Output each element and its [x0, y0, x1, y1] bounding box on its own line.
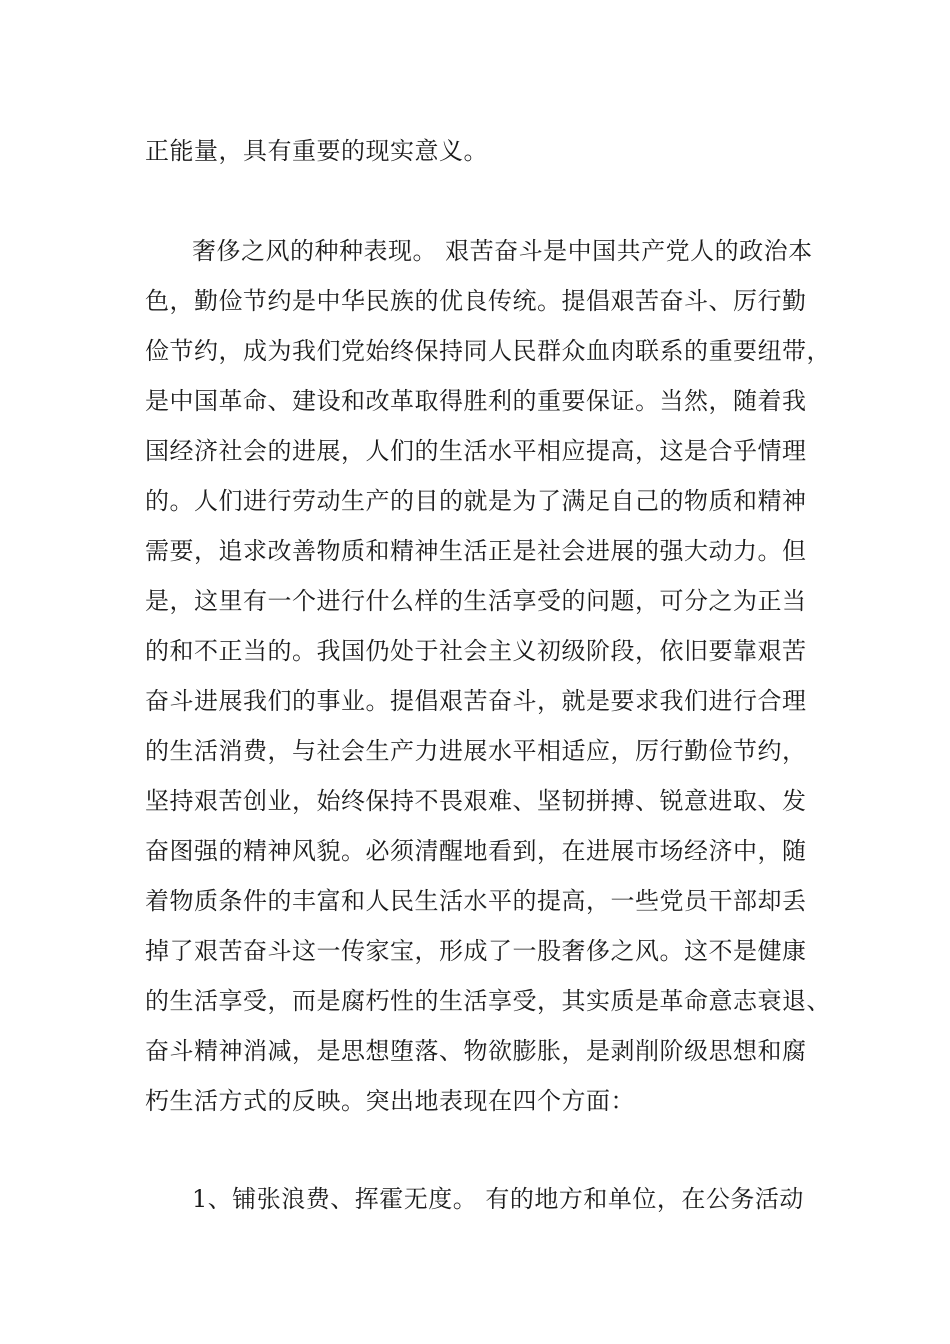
text-line: 需要，追求改善物质和精神生活正是社会进展的强大动力。但 — [145, 537, 807, 565]
text-line: 的生活消费，与社会生产力进展水平相适应，厉行勤俭节约， — [145, 737, 807, 765]
text-line: 着物质条件的丰富和人民生活水平的提高，一些党员干部却丢 — [145, 887, 807, 915]
paragraph-heading-line: 奢侈之风的种种表现。 艰苦奋斗是中国共产党人的政治本 — [192, 237, 813, 265]
text-line: 坚持艰苦创业，始终保持不畏艰难、坚韧拼搏、锐意进取、发 — [145, 787, 807, 815]
text-line: 正能量，具有重要的现实意义。 — [145, 137, 488, 165]
text-line: 奋斗精神消减，是思想堕落、物欲膨胀，是剥削阶级思想和腐 — [145, 1037, 807, 1065]
text-line: 国经济社会的进展，人们的生活水平相应提高，这是合乎情理 — [145, 437, 807, 465]
text-line: 是，这里有一个进行什么样的生活享受的问题，可分之为正当 — [145, 587, 807, 615]
text-line: 是中国革命、建设和改革取得胜利的重要保证。当然，随着我 — [145, 387, 807, 415]
text-line: 的和不正当的。我国仍处于社会主义初级阶段，依旧要靠艰苦 — [145, 637, 807, 665]
text-line: 的生活享受，而是腐朽性的生活享受，其实质是革命意志衰退、 — [145, 987, 831, 1015]
text-line: 掉了艰苦奋斗这一传家宝，形成了一股奢侈之风。这不是健康 — [145, 937, 807, 965]
text-line: 奋斗进展我们的事业。提倡艰苦奋斗，就是要求我们进行合理 — [145, 687, 807, 715]
text-line: 朽生活方式的反映。突出地表现在四个方面： — [145, 1087, 635, 1115]
list-item-line: 1、铺张浪费、挥霍无度。 有的地方和单位，在公务活动 — [192, 1185, 804, 1213]
text-line: 的。人们进行劳动生产的目的就是为了满足自己的物质和精神 — [145, 487, 807, 515]
text-line: 俭节约，成为我们党始终保持同人民群众血肉联系的重要纽带， — [145, 337, 831, 365]
text-line: 奋图强的精神风貌。必须清醒地看到，在进展市场经济中，随 — [145, 837, 807, 865]
text-line: 色，勤俭节约是中华民族的优良传统。提倡艰苦奋斗、厉行勤 — [145, 287, 807, 315]
